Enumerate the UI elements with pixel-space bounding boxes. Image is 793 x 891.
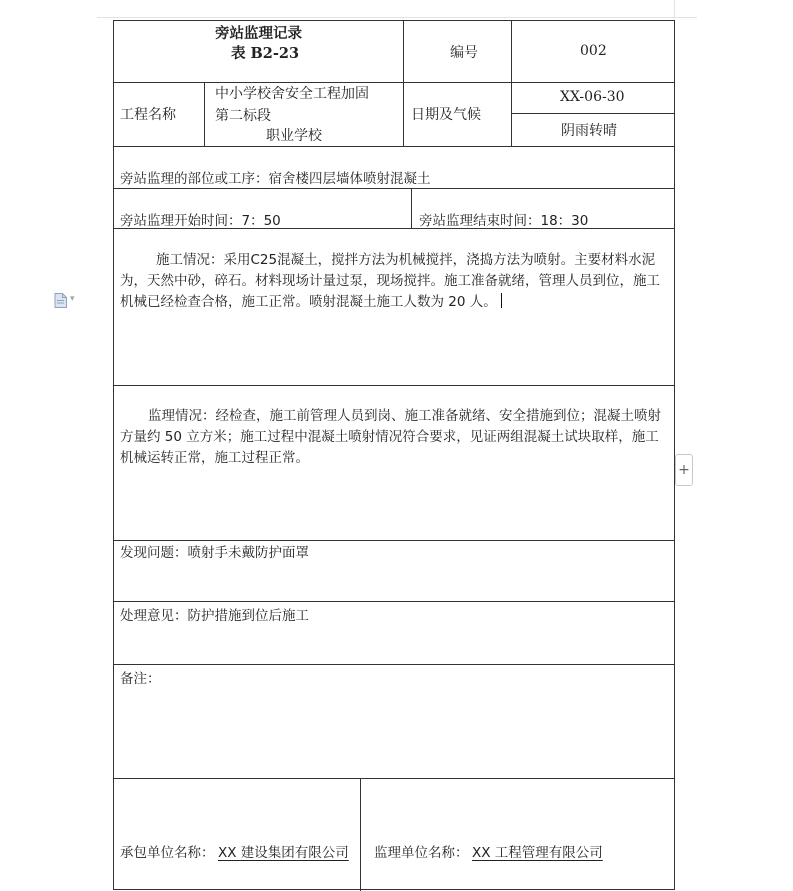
handling-opinion[interactable]: 处理意见：防护措施到位后施工 xyxy=(120,608,309,624)
date-weather-label: 日期及气候 xyxy=(411,107,481,123)
col-divider xyxy=(204,82,205,146)
row-divider xyxy=(114,188,674,189)
page-corner-guide xyxy=(674,0,675,18)
add-row-button[interactable]: + xyxy=(675,454,693,486)
col-divider xyxy=(511,21,512,146)
page-top-margin-guide xyxy=(97,17,697,18)
problems-found[interactable]: 发现问题：喷射手未戴防护面罩 xyxy=(120,545,309,561)
contractor-name[interactable]: XX 建设集团有限公司 xyxy=(218,845,349,861)
construction-situation-text: 施工情况：采用C25混凝土，搅拌方法为机械搅拌，浇捣方法为喷射。主要材料水泥为，天然中砂，碎石。材料现场计量过泵，现场搅拌。施工准备就绪，管理人员到位，施工机械已经检查合格，施工正常。喷射混凝土施工人数为 20 人。 xyxy=(120,252,660,310)
row-divider xyxy=(114,778,674,779)
chevron-down-icon[interactable]: ▾ xyxy=(70,294,75,304)
supervised-location[interactable]: 旁站监理的部位或工序：宿舍楼四层墙体喷射混凝土 xyxy=(120,171,431,187)
row-divider xyxy=(114,601,674,602)
col-divider xyxy=(411,188,412,228)
row-divider xyxy=(114,664,674,665)
row-divider xyxy=(114,385,674,386)
project-name-line3[interactable]: 职业学校 xyxy=(266,128,322,144)
col-divider xyxy=(403,21,404,146)
col-divider xyxy=(360,778,361,891)
construction-situation[interactable] xyxy=(120,250,666,313)
start-time[interactable]: 旁站监理开始时间：7：50 xyxy=(120,213,281,229)
end-time[interactable]: 旁站监理结束时间：18：30 xyxy=(419,213,589,229)
weather-value[interactable]: 阴雨转晴 xyxy=(561,123,617,139)
table-code: 表 B2-23 xyxy=(231,45,300,62)
project-name-line2[interactable]: 第二标段 xyxy=(215,108,271,124)
supervision-record-form xyxy=(113,20,675,890)
project-label: 工程名称 xyxy=(120,107,176,123)
date-value[interactable]: XX-06-30 xyxy=(560,89,625,105)
text-cursor xyxy=(501,293,503,308)
supervision-situation[interactable]: 监理情况：经检查，施工前管理人员到岗、施工准备就绪、安全措施到位；混凝土喷射方量约 50 立方米；施工过程中混凝土喷射情况符合要求，见证两组混凝土试块取样，施工机械运转正常，施工过程正常。 xyxy=(120,408,661,466)
number-label: 编号 xyxy=(450,45,478,61)
form-title: 旁站监理记录 xyxy=(215,25,302,42)
row-divider xyxy=(511,113,674,114)
document-icon[interactable] xyxy=(54,293,67,308)
row-divider xyxy=(114,82,674,83)
supervisor-name[interactable]: XX 工程管理有限公司 xyxy=(472,845,603,861)
number-value[interactable]: 002 xyxy=(580,43,607,59)
project-name-line1[interactable]: 中小学校舍安全工程加固 xyxy=(215,86,369,102)
row-divider xyxy=(114,146,674,147)
contractor-label: 承包单位名称： xyxy=(120,845,215,861)
remark-label[interactable]: 备注： xyxy=(120,671,161,687)
supervisor-label: 监理单位名称： xyxy=(374,845,469,861)
